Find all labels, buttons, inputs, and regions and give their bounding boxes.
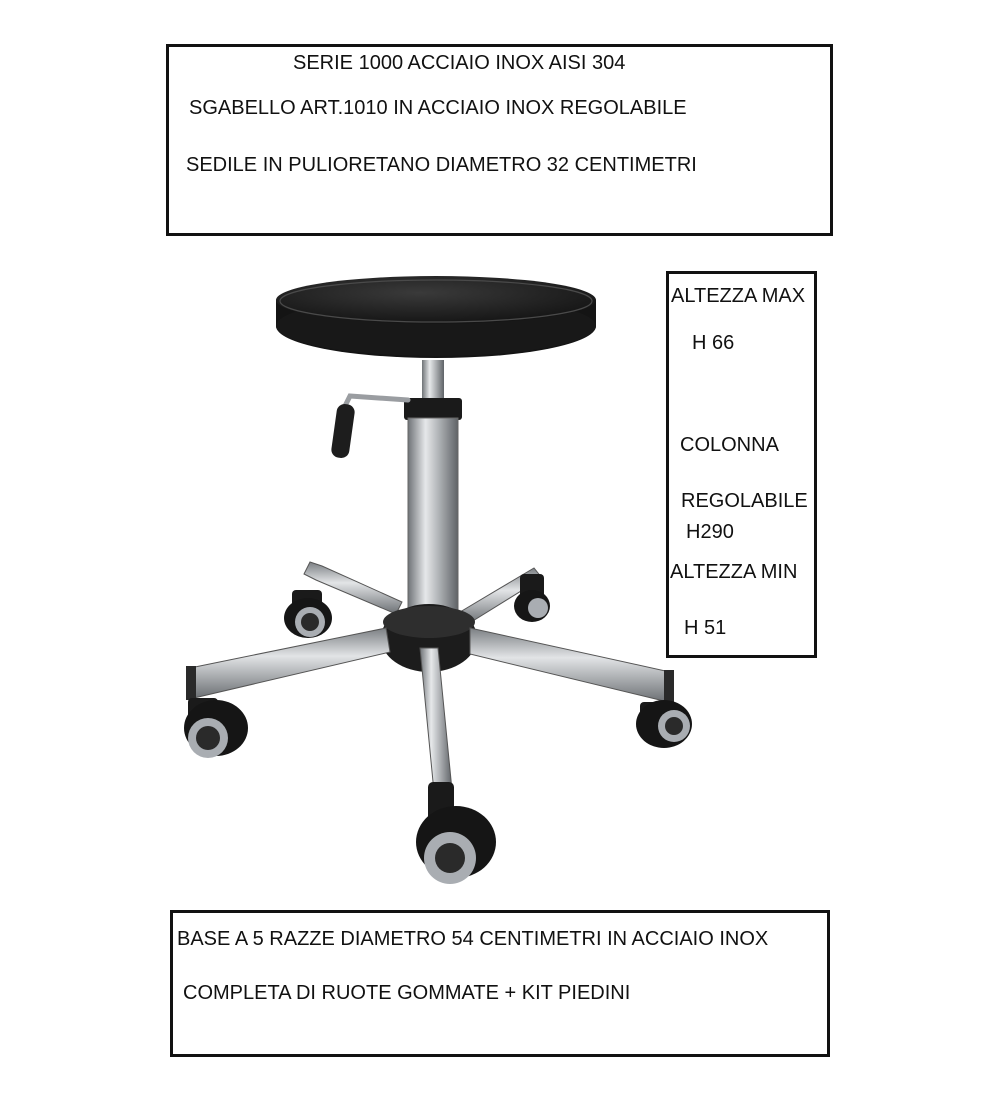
column-label: COLONNA [680, 434, 779, 456]
base-description: BASE A 5 RAZZE DIAMETRO 54 CENTIMETRI IN ACCIAIO INOX [177, 928, 769, 950]
wheel-front-left [184, 698, 248, 758]
base-leg-front [420, 648, 452, 792]
base-leg-right [470, 628, 674, 704]
seat-description: SEDILE IN PULIORETANO DIAMETRO 32 CENTIMETRI [186, 154, 697, 176]
specs-box [666, 271, 817, 658]
column-value: H290 [686, 521, 734, 543]
wheel-back-left [284, 590, 332, 638]
gas-column [404, 360, 462, 628]
seat-cushion [276, 276, 596, 358]
wheel-front-center [416, 782, 496, 884]
max-height-value: H 66 [692, 332, 735, 354]
height-lever [330, 396, 408, 459]
base-leg-left [186, 628, 390, 700]
series-title: SERIE 1000 ACCIAIO INOX AISI 304 [293, 52, 626, 74]
min-height-value: H 51 [684, 617, 727, 639]
wheel-front-right [636, 700, 692, 748]
adjustable-label: REGOLABILE [681, 490, 808, 512]
wheels-description: COMPLETA DI RUOTE GOMMATE + KIT PIEDINI [183, 982, 631, 1004]
max-height-label: ALTEZZA MAX [671, 285, 806, 307]
min-height-label: ALTEZZA MIN [670, 561, 798, 583]
product-title: SGABELLO ART.1010 IN ACCIAIO INOX REGOLABILE [189, 97, 687, 119]
stool-illustration [170, 262, 710, 902]
